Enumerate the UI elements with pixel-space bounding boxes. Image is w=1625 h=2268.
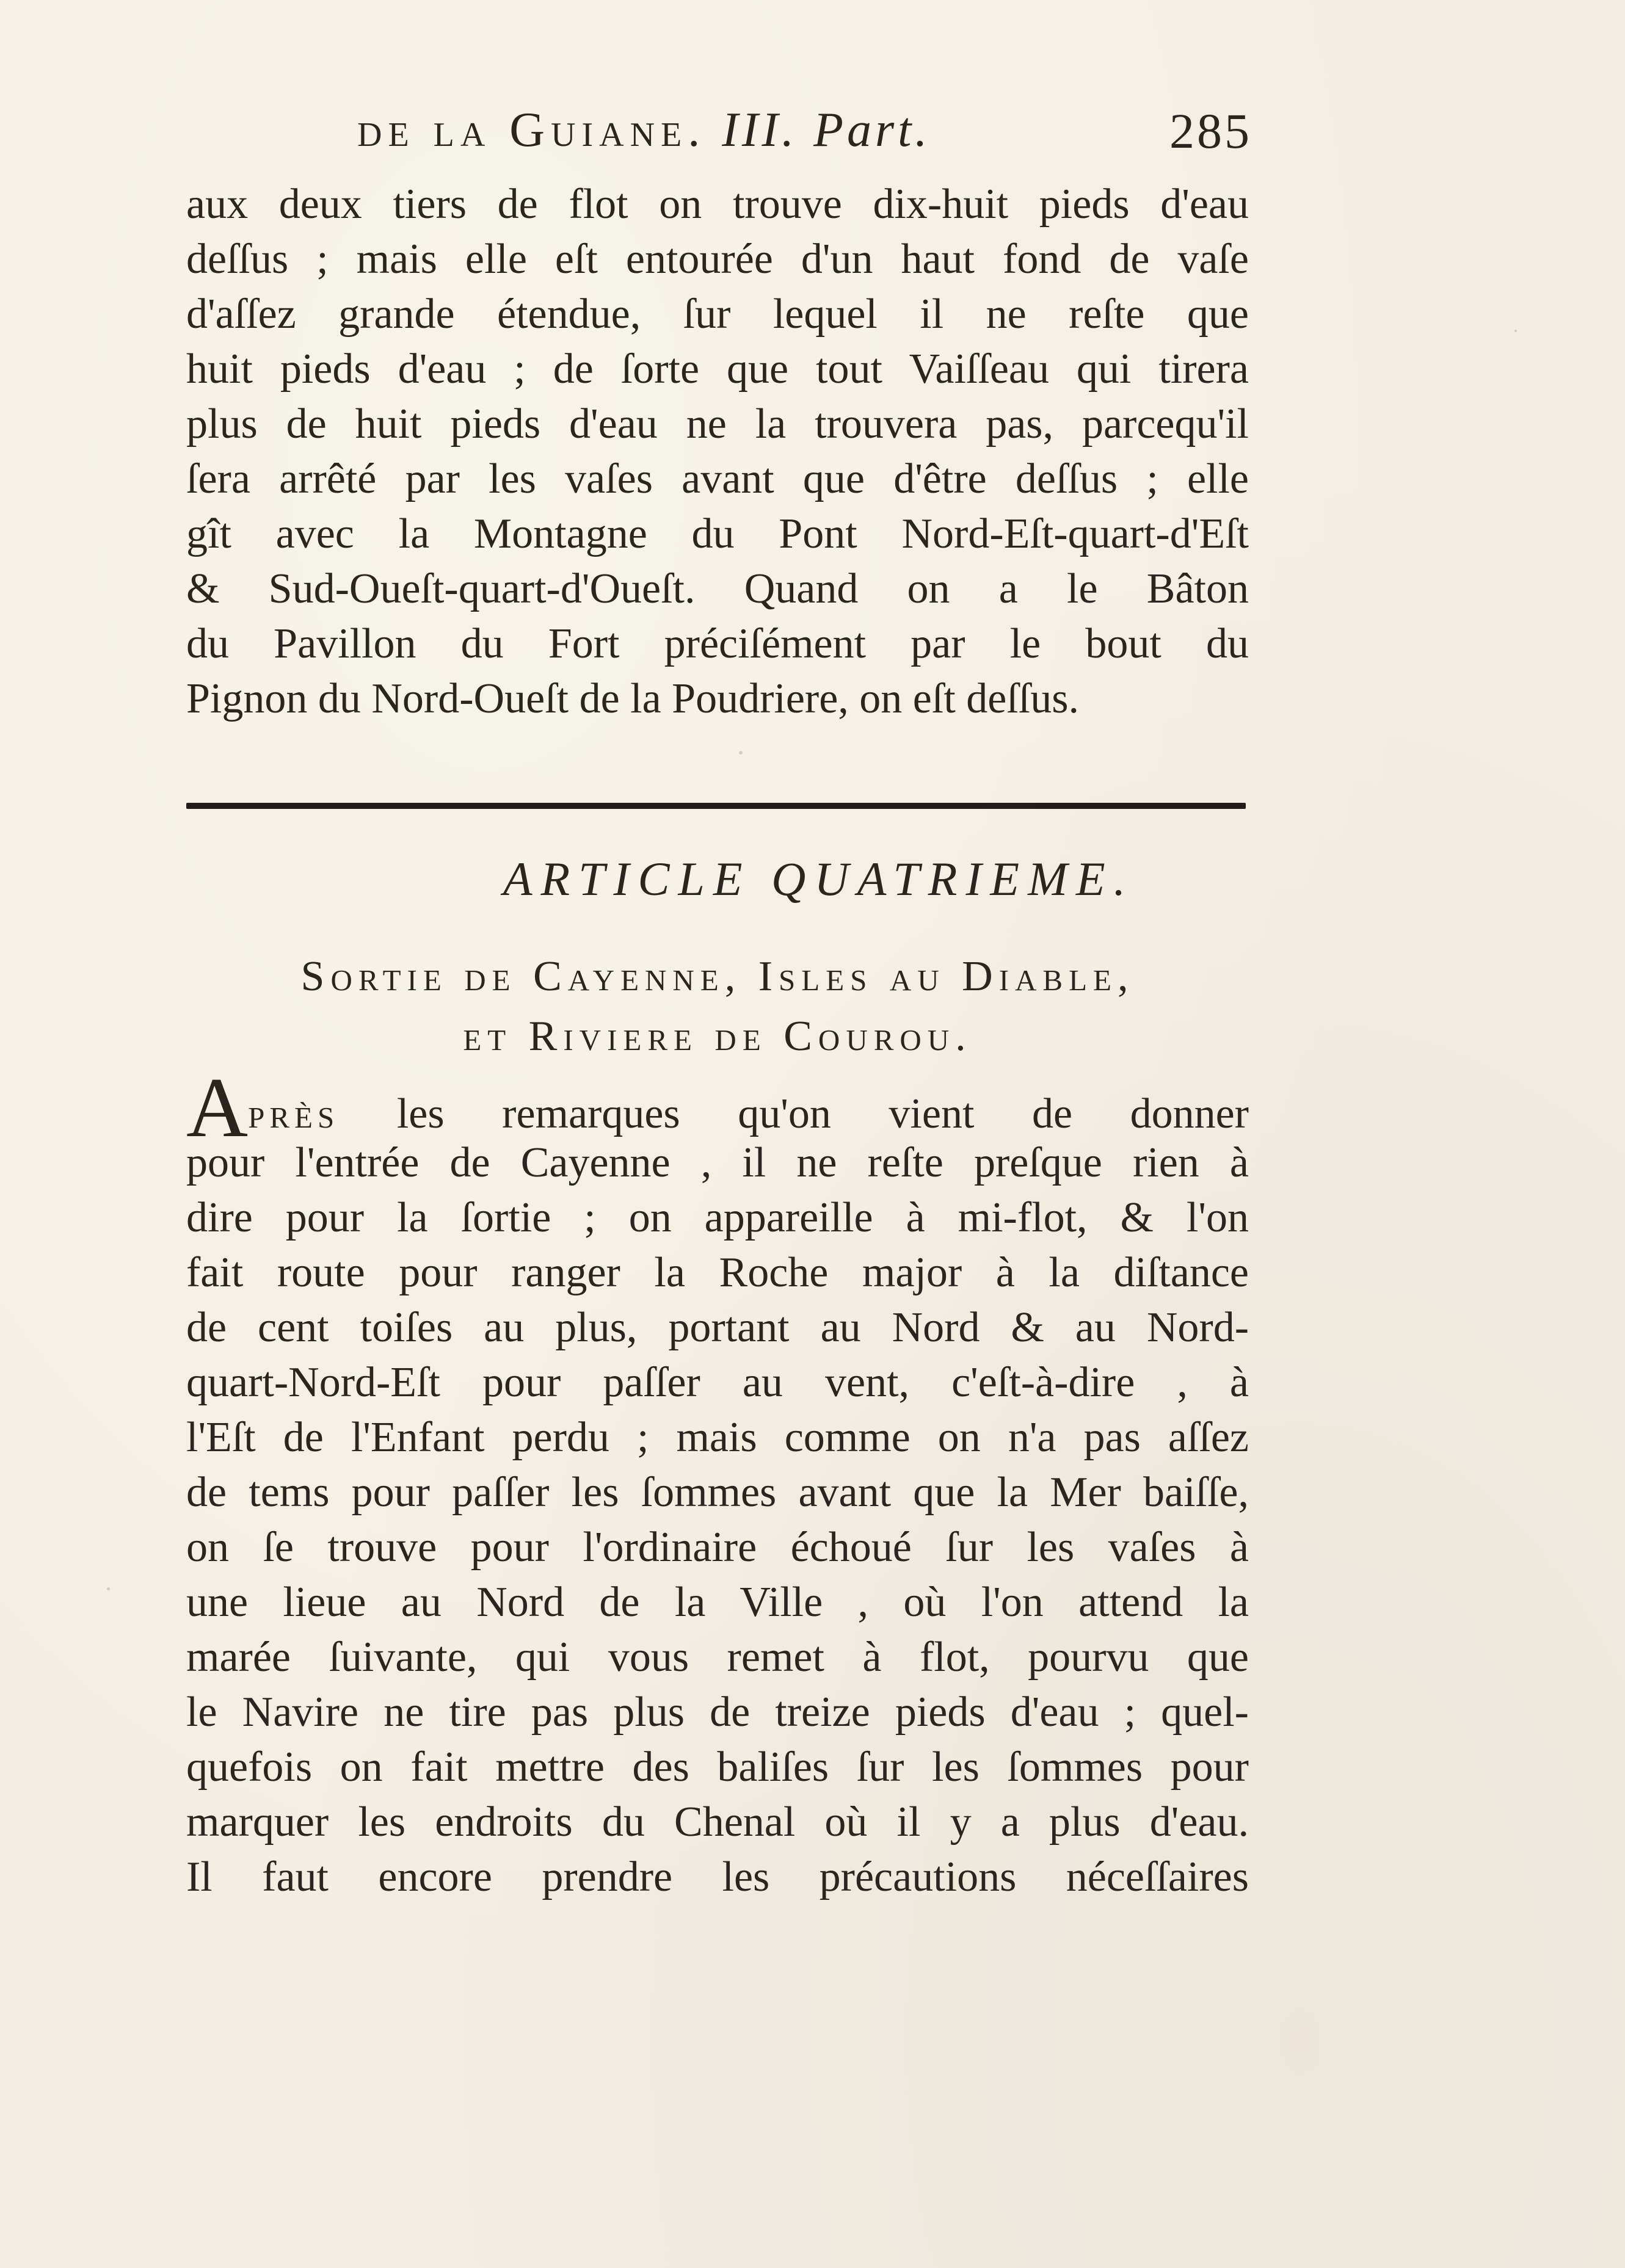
text-line: le Navire ne tire pas plus de treize pieds d'eau ; quel- [186,1689,1249,1736]
text-line: gît avec la Montagne du Pont Nord-Eſt-quart-d'Eſt [186,510,1249,557]
subheading-line-1: Sortie de Cayenne, Isles au Diable, [300,953,1135,1000]
paper-speck [739,751,743,755]
text-line: du Pavillon du Fort préciſément par le bout du [186,620,1249,667]
text-line: plus de huit pieds d'eau ne la trouvera pas, parcequ'il [186,400,1249,447]
text-line: pour l'entrée de Cayenne , il ne reſte preſque rien à [186,1139,1249,1186]
text-line: de tems pour paſſer les ſommes avant que la Mer baiſſe, [186,1469,1249,1516]
first-line [186,1060,1249,1155]
text-line: on ſe trouve pour l'ordinaire échoué ſur les vaſes à [186,1524,1249,1571]
paper-speck [1514,330,1517,332]
text-line: & Sud-Oueſt-quart-d'Oueſt. Quand on a le Bâton [186,565,1249,612]
text-line: fait route pour ranger la Roche major à la diſtance [186,1249,1249,1296]
text-line: Il faut encore prendre les précautions néceſſaires [186,1853,1249,1900]
running-header [357,103,1252,170]
paper-speck [107,1587,110,1590]
article-title: ARTICLE QUATRIEME. [503,852,1135,905]
first-word-rest: près [248,1090,340,1137]
running-title-prefix: de la Guiane. [357,103,707,157]
page-number: 285 [1169,103,1252,159]
text-line: dire pour la ſortie ; on appareille à mi-flot, & l'on [186,1194,1249,1241]
text-line: deſſus ; mais elle eſt entourée d'un haut fond de vaſe [186,236,1249,283]
first-line-rest: les remarques qu'on vient de donner [396,1090,1249,1137]
text-line: aux deux tiers de flot on trouve dix-huit pieds d'eau [186,181,1249,228]
main-paragraph [186,1060,1249,1905]
drop-cap: A [186,1060,249,1155]
text-line: l'Eſt de l'Enfant perdu ; mais comme on n'a pas aſſez [186,1414,1249,1461]
text-line: huit pieds d'eau ; de ſorte que tout Vaiſſeau qui tirera [186,346,1249,393]
text-line: de cent toiſes au plus, portant au Nord & au Nord- [186,1304,1249,1351]
text-line: Pignon du Nord-Oueſt de la Poudriere, on eſt deſſus. [186,675,1079,722]
text-line: quefois on fait mettre des baliſes ſur les ſommes pour [186,1744,1249,1791]
text-line: ſera arrêté par les vaſes avant que d'être deſſus ; elle [186,455,1249,502]
running-title [357,103,931,158]
top-paragraph [186,177,1249,726]
subheading-line-2: et Riviere de Courou. [463,1013,972,1060]
text-line: quart-Nord-Eſt pour paſſer au vent, c'eſt-à-dire , à [186,1359,1249,1406]
text-line: marquer les endroits du Chenal où il y a plus d'eau. [186,1799,1249,1846]
text-line: une lieue au Nord de la Ville , où l'on attend la [186,1579,1249,1626]
section-rule [186,803,1246,809]
part-label: III. Part. [722,103,931,157]
text-line: d'aſſez grande étendue, ſur lequel il ne reſte que [186,291,1249,338]
text-line: marée ſuivante, qui vous remet à flot, pourvu que [186,1634,1249,1681]
